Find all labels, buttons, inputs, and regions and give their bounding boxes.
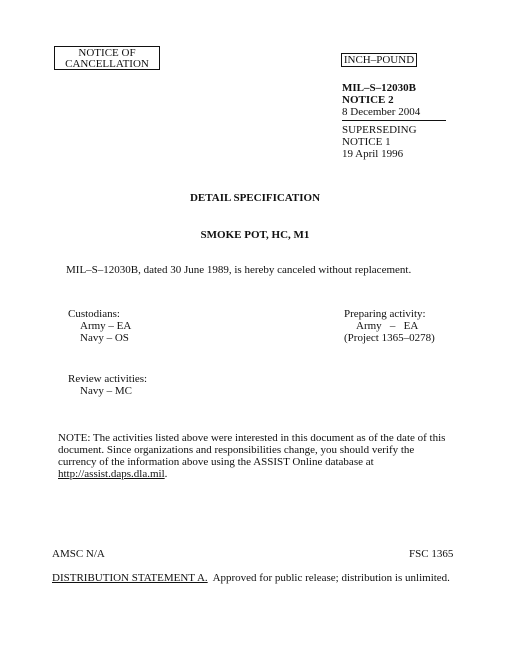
cancellation-line-2: CANCELLATION	[65, 58, 149, 70]
amsc-label: AMSC N/A	[52, 548, 105, 560]
project-number: (Project 1365–0278)	[344, 332, 435, 344]
custodians-label: Custodians:	[68, 308, 120, 320]
notice-number: NOTICE 2	[342, 94, 394, 106]
custodian-item: Navy – OS	[80, 332, 129, 344]
assist-link[interactable]: http://assist.daps.dla.mil	[58, 468, 165, 480]
distribution-label: DISTRIBUTION STATEMENT A.	[52, 572, 208, 584]
notice-divider	[342, 120, 446, 121]
distribution-statement	[52, 572, 472, 584]
inch-pound-label: INCH–POUND	[343, 54, 415, 66]
custodians-block	[68, 308, 131, 344]
notice-block	[342, 82, 446, 160]
doc-id: MIL–S–12030B	[342, 82, 416, 94]
distribution-text: Approved for public release; distribution is unlimited.	[207, 572, 450, 584]
review-item: Navy – MC	[80, 385, 132, 397]
preparing-activity-block	[344, 308, 435, 344]
preparing-label: Preparing activity:	[344, 308, 426, 320]
superseding-label: SUPERSEDING	[342, 124, 417, 136]
notice-date: 8 December 2004	[342, 106, 421, 118]
note-text: NOTE: The activities listed above were interested in this document as of the date of this document. Since organizations and responsibilities change, you should verify the currency of the information above using the ASSIST Online database at	[58, 432, 446, 468]
inch-pound-box	[341, 53, 417, 67]
review-activities-block	[68, 373, 147, 397]
custodian-item: Army – EA	[80, 320, 132, 332]
item-title: SMOKE POT, HC, M1	[200, 229, 310, 241]
fsc-label: FSC 1365	[409, 548, 454, 560]
cancellation-statement: MIL–S–12030B, dated 30 June 1989, is hereby canceled without replacement.	[66, 264, 412, 276]
note-end: .	[164, 468, 168, 480]
review-label: Review activities:	[68, 373, 148, 385]
preparing-activity: Army – EA	[356, 320, 419, 332]
cancellation-box	[54, 46, 160, 70]
cancellation-line-1: NOTICE OF	[78, 47, 136, 59]
superseded-date: 19 April 1996	[342, 148, 404, 160]
superseded-notice: NOTICE 1	[342, 136, 391, 148]
spec-title: DETAIL SPECIFICATION	[189, 192, 321, 204]
note-paragraph	[58, 432, 446, 480]
